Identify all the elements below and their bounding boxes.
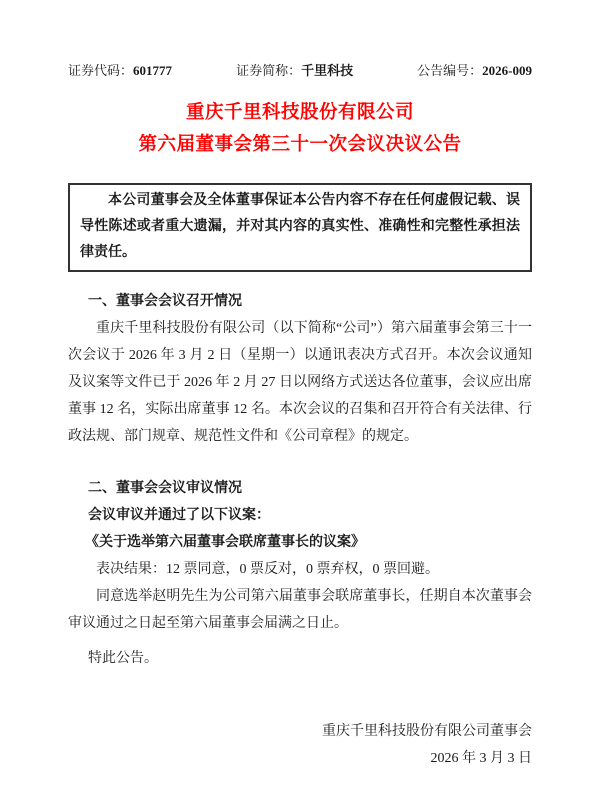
signature-company: 重庆千里科技股份有限公司董事会 [322,724,532,739]
document-title [68,97,532,161]
announcement-number [417,62,532,79]
disclaimer-text: 本公司董事会及全体董事保证本公告内容不存在任何虚假记载、误导性陈述或者重大遗漏，并对其内容的真实性、准确性和完整性承担法律责任。 [80,193,520,260]
signature-date: 2026 年 3 月 3 日 [430,751,532,766]
signature-block [68,718,532,772]
vote-result: 表决结果：12 票同意，0 票反对，0 票弃权，0 票回避。 [96,562,439,577]
section1-paragraph: 重庆千里科技股份有限公司（以下简称“公司”）第六届董事会第三十一次会议于 2026 年 3 月 2 日（星期一）以通讯表决方式召开。本次会议通知及议案等文件已于 2026 年 2 月 27 日以网络方式送达各位董事，会议应出席董事 12 名，实际出席董事 12 名。本次会议的召集和召开符合有关法律、行政法规、部门规章、规范性文件和《公司章程》的规定。 [68,321,532,444]
stock-name-value: 千里科技 [301,63,354,78]
document-title-line1: 重庆千里科技股份有限公司 [185,103,414,123]
section2-intro: 会议审议并通过了以下议案： [88,508,270,523]
document-header [68,62,532,79]
stock-code [68,62,172,79]
closing-statement: 特此公告。 [88,651,158,666]
section1-heading: 一、董事会会议召开情况 [88,294,242,309]
stock-code-label: 证券代码： [68,63,134,78]
stock-code-value: 601777 [133,63,173,78]
disclaimer-box [68,183,532,272]
document-title-line2: 第六届董事会第三十一次会议决议公告 [138,135,462,155]
section2-heading: 二、董事会会议审议情况 [88,481,242,496]
stock-name [236,62,353,79]
resolution-text: 同意选举赵明先生为公司第六届董事会联席董事长，任期自本次董事会审议通过之日起至第六届董事会届满之日止。 [68,589,532,631]
announcement-number-value: 2026-009 [482,63,532,78]
announcement-number-label: 公告编号： [417,63,483,78]
stock-name-label: 证券简称： [236,63,302,78]
proposal-title: 《关于选举第六届董事会联席董事长的议案》 [85,535,365,550]
